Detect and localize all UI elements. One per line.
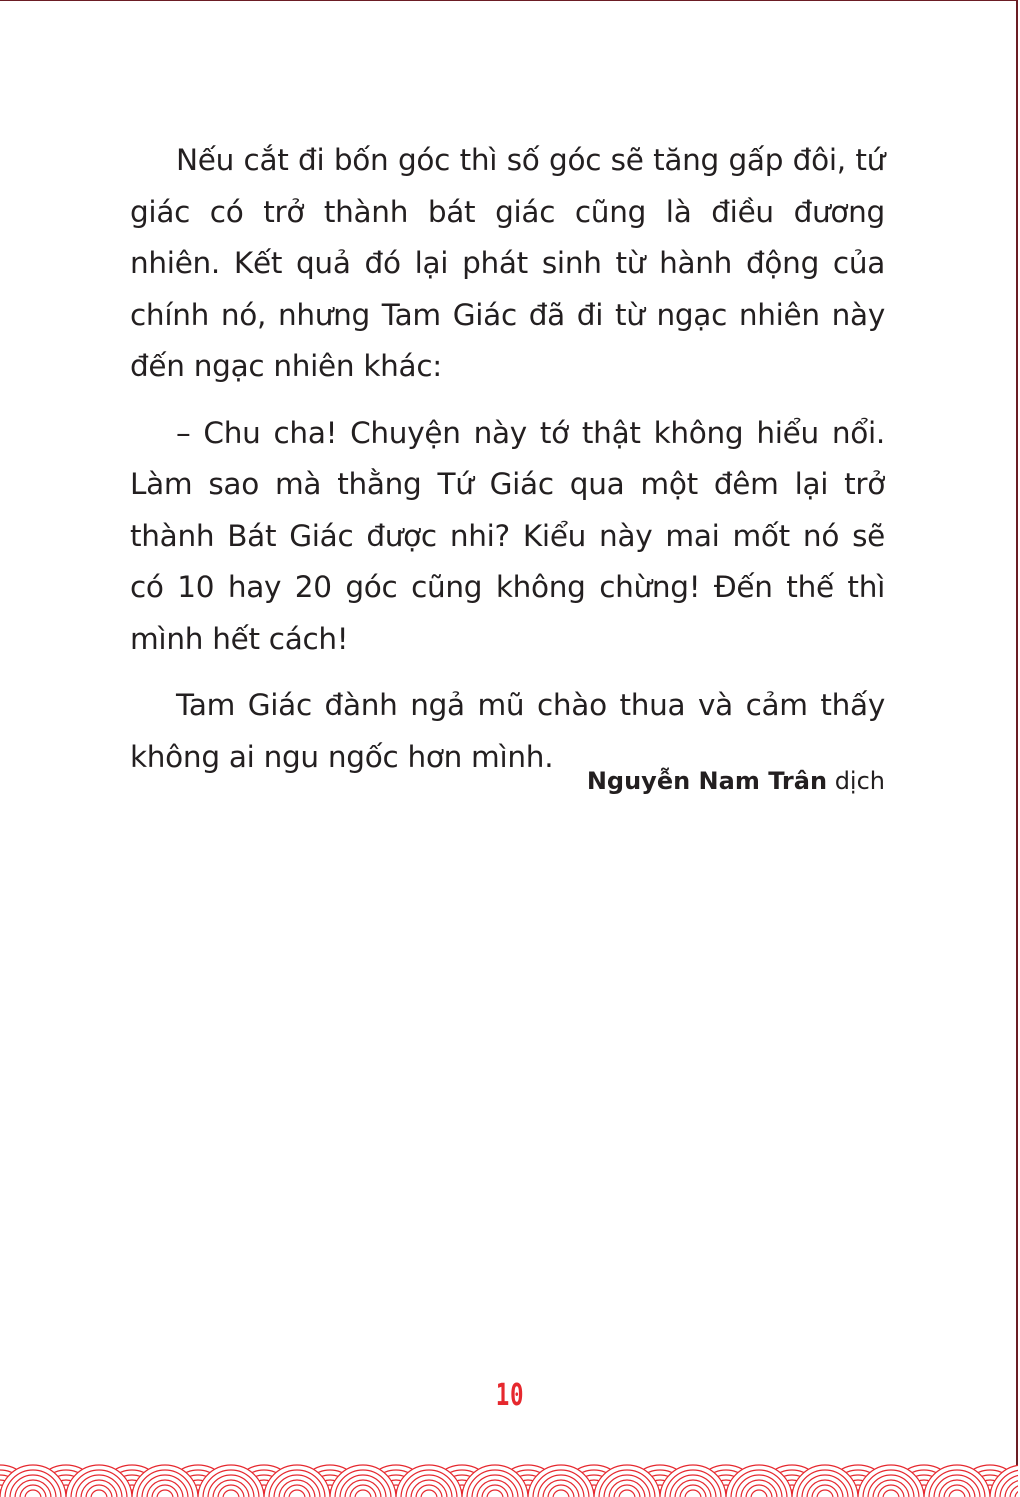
paragraph-3: Tam Giác đành ngả mũ chào thua và cảm thấy không ai ngu ngốc hơn mình. xyxy=(130,688,885,774)
translator-credit xyxy=(587,765,885,797)
paragraph-1: Nếu cắt đi bốn góc thì số góc sẽ tăng gấp đôi, tứ giác có trở thành bát giác cũng là điều đương nhiên. Kết quả đó lại phát sinh từ hành động của chính nó, nhưng Tam Giác đã đi từ ngạc nhiên này đến ngạc nhiên khác: xyxy=(130,143,885,383)
story-text xyxy=(130,135,885,798)
seigaiha-wave-icon xyxy=(0,1442,1018,1497)
paragraph-2: – Chu cha! Chuyện này tớ thật không hiểu nổi. Làm sao mà thằng Tứ Giác qua một đêm lại trở thành Bát Giác được nhi? Kiểu này mai mốt nó sẽ có 10 hay 20 góc cũng không chừng! Đến thế thì mình hết cách! xyxy=(130,415,885,656)
translator-role: dịch xyxy=(834,767,885,795)
page-number: 10 xyxy=(495,1378,525,1413)
translator-name: Nguyễn Nam Trân xyxy=(586,767,828,795)
